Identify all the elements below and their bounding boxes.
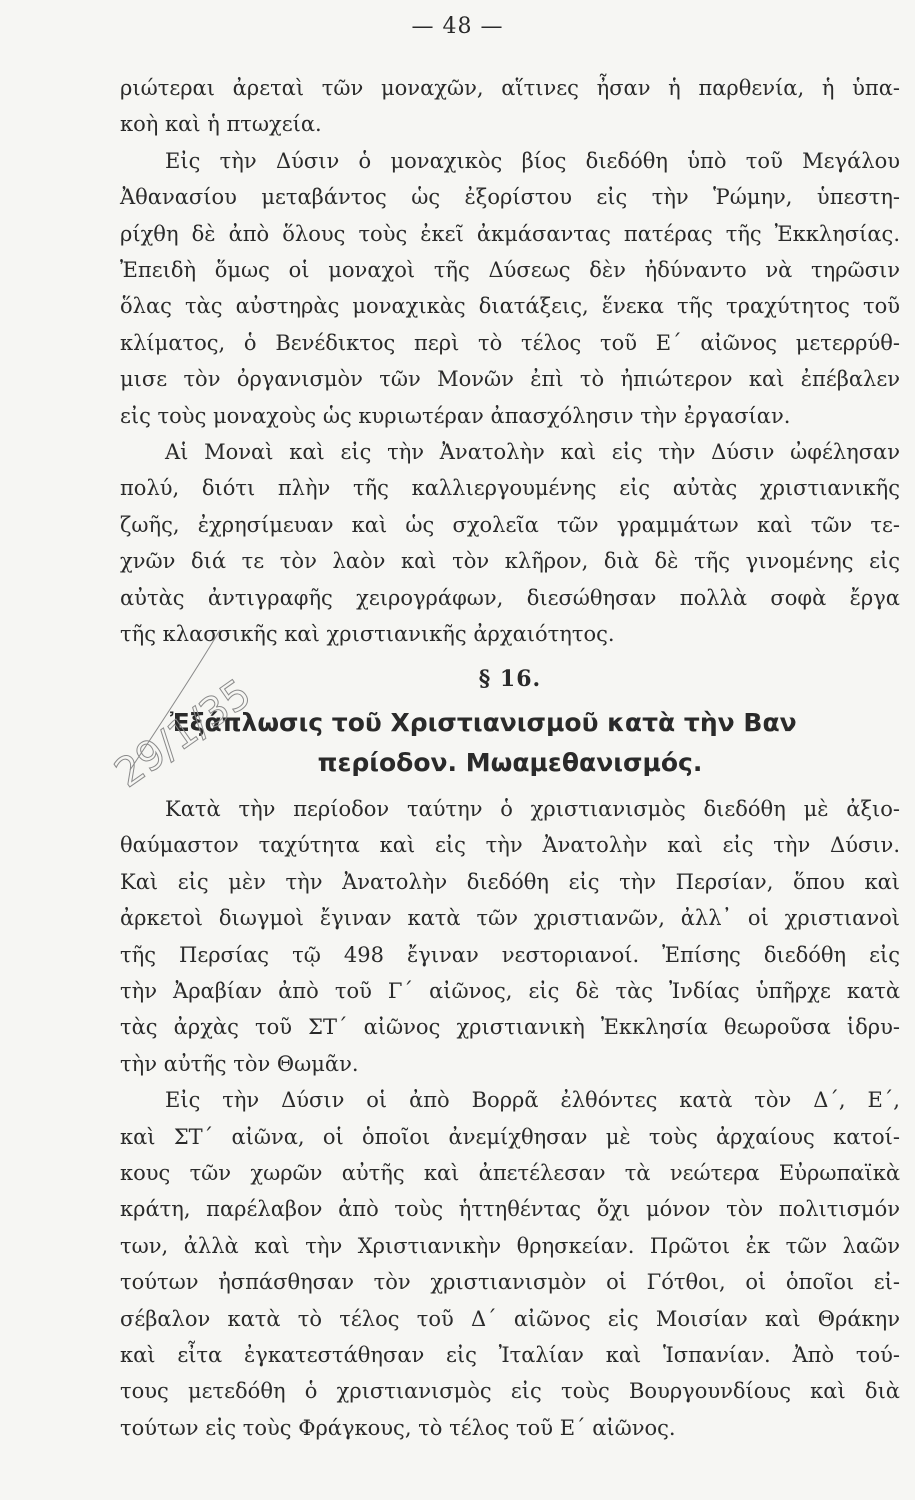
- annotation-text: 29/1/35: [106, 670, 260, 797]
- text-line: Καὶ εἰς μὲν τὴν Ἀνατολὴν διεδόθη εἰς τὴν Περσίαν, ὅπου καὶ: [120, 869, 900, 894]
- text-line: κοὴ καὶ ἡ πτωχεία.: [120, 112, 322, 137]
- section-title-line-1: Ἐξάπλωσις τοῦ Χριστιανισμοῦ κατὰ τὴν Βαν: [170, 707, 797, 737]
- text-line: ζωῆς, ἐχρησίμευαν καὶ ὡς σχολεῖα τῶν γραμμάτων καὶ τῶν τε-: [120, 512, 900, 537]
- text-line: ριώτεραι ἀρεταὶ τῶν μοναχῶν, αἵτινες ἦσαν ἡ παρθενία, ἡ ὑπα-: [120, 76, 900, 100]
- paragraphs-top: [120, 70, 900, 653]
- text-line: Αἱ Μοναὶ καὶ εἰς τὴν Ἀνατολὴν καὶ εἰς τὴν Δύσιν ὠφέλησαν: [165, 440, 900, 465]
- text-line: σέβαλον κατὰ τὸ τέλος τοῦ Δ´ αἰῶνος εἰς Μοισίαν καὶ Θράκην: [120, 1306, 900, 1331]
- section-number: § 16.: [478, 665, 542, 692]
- text-line: κλίματος, ὁ Βενέδικτος περὶ τὸ τέλος τοῦ Ε´ αἰῶνος μετερρύθ-: [120, 330, 900, 355]
- text-line: ρίχθη δὲ ἀπὸ ὅλους τοὺς ἐκεῖ ἀκμάσαντας πατέρας τῆς Ἐκκλησίας.: [120, 221, 900, 246]
- text-line: τούτων εἰς τοὺς Φράγκους, τὸ τέλος τοῦ Ε´ αἰῶνος.: [120, 1415, 676, 1440]
- text-line: κράτη, παρέλαβον ἀπὸ τοὺς ἡττηθέντας ὄχι μόνον τὸν πολιτισμόν: [120, 1197, 900, 1222]
- text-line: κους τῶν χωρῶν αὐτῆς καὶ ἀπετέλεσαν τὰ νεώτερα Εὐρωπαϊκὰ: [120, 1160, 900, 1185]
- text-line: ὅλας τὰς αὐστηρὰς μοναχικὰς διατάξεις, ἕνεκα τῆς τραχύτητος τοῦ: [120, 294, 900, 319]
- text-line: θαύμαστον ταχύτητα καὶ εἰς τὴν Ἀνατολὴν καὶ εἰς τὴν Δύσιν.: [120, 833, 900, 858]
- text-line: Εἰς τὴν Δύσιν οἱ ἀπὸ Βορρᾶ ἐλθόντες κατὰ τὸν Δ´, Ε´,: [165, 1088, 900, 1113]
- paragraph: [120, 791, 900, 1082]
- paragraph: [120, 70, 900, 143]
- paragraphs-bottom: [120, 791, 900, 1446]
- paragraph: [120, 143, 900, 434]
- text-line: τὴν αὐτῆς τὸν Θωμᾶν.: [120, 1051, 359, 1076]
- text-line: των, ἀλλὰ καὶ τὴν Χριστιανικὴν θρησκείαν. Πρῶτοι ἐκ τῶν λαῶν: [120, 1233, 900, 1258]
- text-line: αὐτὰς ἀντιγραφῆς χειρογράφων, διεσώθησαν πολλὰ σοφὰ ἔργα: [120, 585, 900, 610]
- paragraph: [120, 1082, 900, 1446]
- text-line: καὶ εἶτα ἐγκατεστάθησαν εἰς Ἰταλίαν καὶ Ἱσπανίαν. Ἀπὸ τού-: [120, 1343, 900, 1367]
- text-line: τῆς Περσίας τῷ 498 ἔγιναν νεστοριανοί. Ἐπίσης διεδόθη εἰς: [120, 942, 900, 967]
- text-line: ἀρκετοὶ διωγμοὶ ἔγιναν κατὰ τῶν χριστιανῶν, ἀλλ᾽ οἱ χριστιανοὶ: [120, 906, 900, 931]
- paragraph: [120, 434, 900, 652]
- text-line: τούτων ἠσπάσθησαν τὸν χριστιανισμὸν οἱ Γότθοι, οἱ ὁποῖοι εἰ-: [120, 1270, 900, 1295]
- text-line: μισε τὸν ὀργανισμὸν τῶν Μονῶν ἐπὶ τὸ ἠπιώτερον καὶ ἐπέβαλεν: [120, 367, 900, 392]
- text-line: χνῶν διά τε τὸν λαὸν καὶ τὸν κλῆρον, διὰ δὲ τῆς γινομένης εἰς: [120, 549, 900, 574]
- text-line: τους μετεδόθη ὁ χριστιανισμὸς εἰς τοὺς Βουργουνδίους καὶ διὰ: [120, 1379, 900, 1404]
- text-line: Ἐπειδὴ ὅμως οἱ μοναχοὶ τῆς Δύσεως δὲν ἠδύναντο νὰ τηρῶσιν: [120, 258, 900, 283]
- text-line: τὰς ἀρχὰς τοῦ ΣΤ´ αἰῶνος χριστιανικὴ Ἐκκλησία θεωροῦσα ἱδρυ-: [120, 1015, 900, 1040]
- section-title-line-2: περίοδον. Μωαμεθανισμός.: [317, 747, 703, 777]
- body-text: [120, 70, 900, 1446]
- text-line: πολύ, διότι πλὴν τῆς καλλιεργουμένης εἰς αὐτὰς χριστιανικῆς: [120, 476, 900, 501]
- text-line: καὶ ΣΤ´ αἰῶνα, οἱ ὁποῖοι ἀνεμίχθησαν μὲ τοὺς ἀρχαίους κατοί-: [120, 1124, 900, 1149]
- text-line: Ἀθανασίου μεταβάντος ὡς ἐξορίστου εἰς τὴν Ῥώμην, ὑπεστη-: [120, 185, 900, 210]
- text-line: τὴν Ἀραβίαν ἀπὸ τοῦ Γ´ αἰῶνος, εἰς δὲ τὰς Ἰνδίας ὑπῆρχε κατὰ: [120, 978, 900, 1003]
- text-line: Εἰς τὴν Δύσιν ὁ μοναχικὸς βίος διεδόθη ὑπὸ τοῦ Μεγάλου: [165, 148, 900, 173]
- text-line: τῆς κλασσικῆς καὶ χριστιανικῆς ἀρχαιότητος.: [120, 622, 615, 647]
- text-line: Κατὰ τὴν περίοδον ταύτην ὁ χριστιανισμὸς διεδόθη μὲ ἀξιο-: [165, 796, 900, 821]
- page-number: — 48 —: [411, 14, 504, 39]
- text-line: εἰς τοὺς μοναχοὺς ὡς κυριωτέραν ἀπασχόλησιν τὴν ἐργασίαν.: [120, 403, 791, 428]
